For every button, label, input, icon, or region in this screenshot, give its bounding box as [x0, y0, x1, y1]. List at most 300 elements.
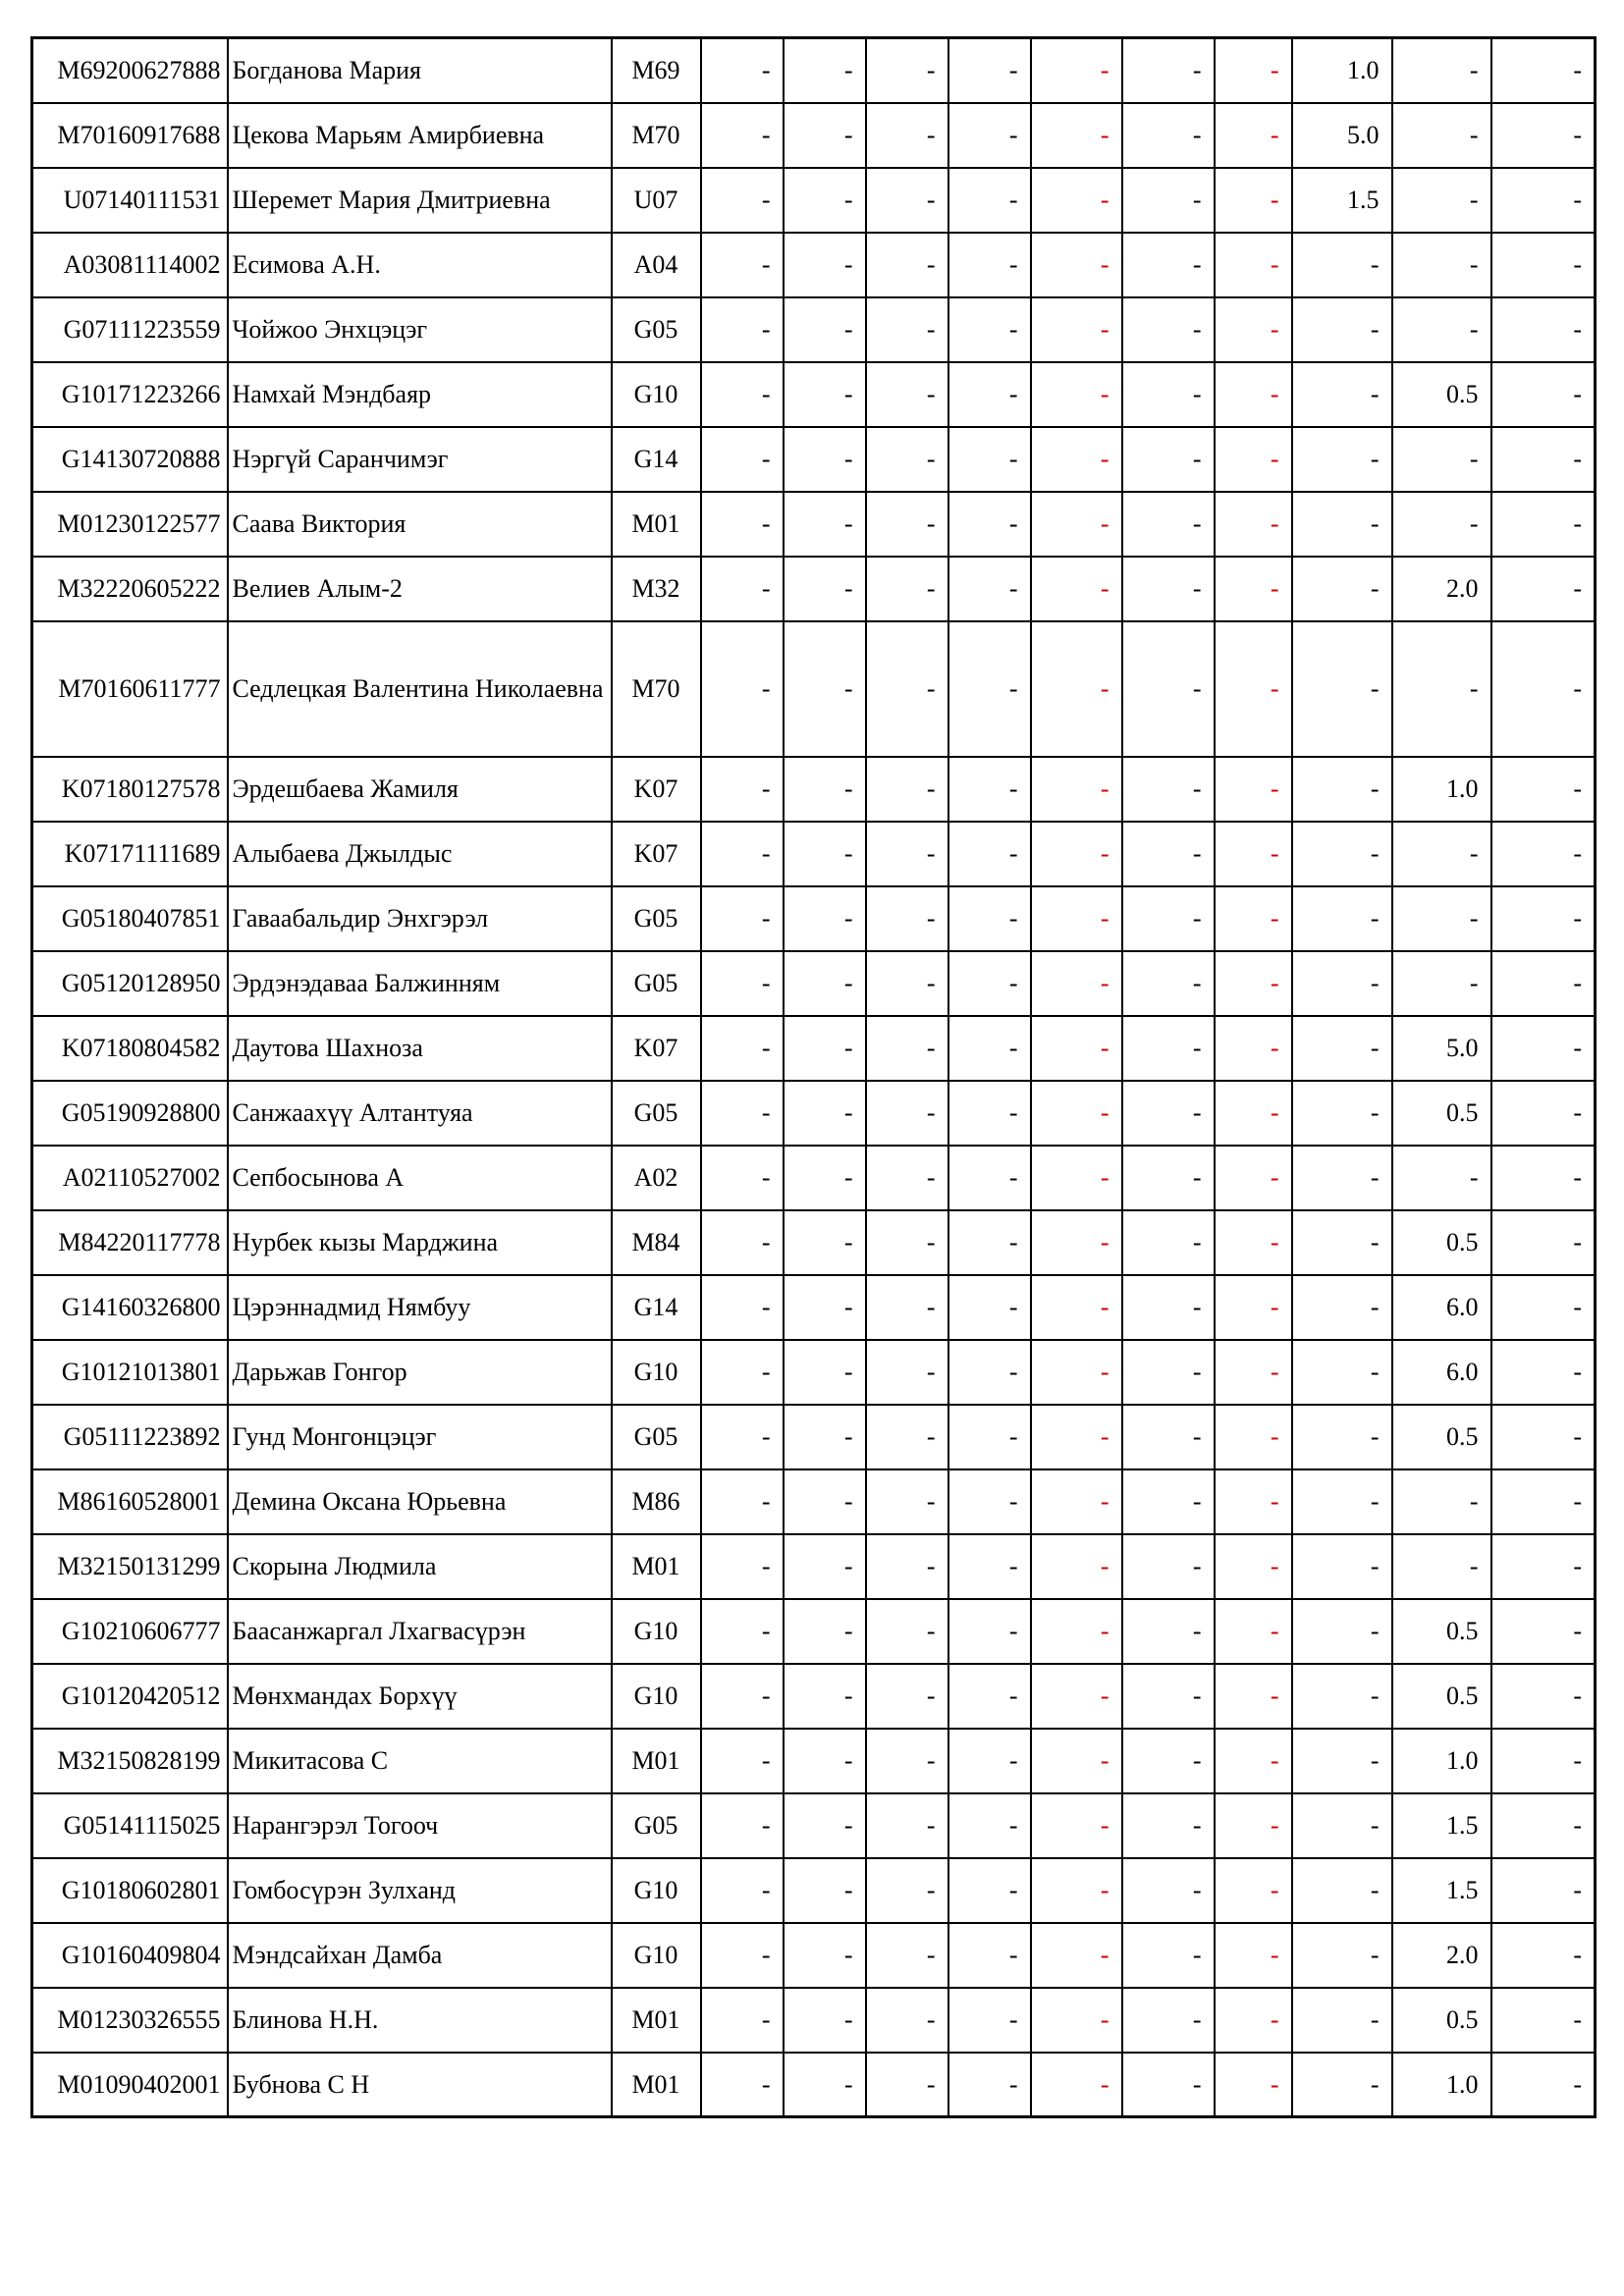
table-row — [32, 1340, 1596, 1405]
value-cell: - — [1215, 621, 1292, 757]
value-cell: - — [866, 1599, 948, 1664]
group-code-cell: G10 — [612, 1340, 701, 1405]
value-cell: - — [948, 1988, 1031, 2053]
group-code-cell: G10 — [612, 1599, 701, 1664]
value-cell: - — [1292, 1729, 1392, 1793]
value-cell: - — [1215, 492, 1292, 557]
value-cell: - — [866, 427, 948, 492]
value-cell: - — [701, 492, 784, 557]
participant-name-cell: Цекова Марьям Амирбиевна — [228, 103, 612, 168]
value-cell: - — [1491, 1469, 1596, 1534]
participant-name-cell: Эрдешбаева Жамиля — [228, 757, 612, 822]
value-cell: - — [948, 1664, 1031, 1729]
value-cell: - — [1031, 362, 1122, 427]
value-cell: - — [1215, 233, 1292, 297]
participant-id-cell: M32220605222 — [32, 557, 228, 621]
value-cell: - — [1491, 1729, 1596, 1793]
value-cell: - — [1215, 427, 1292, 492]
value-cell: - — [701, 362, 784, 427]
value-cell: - — [866, 886, 948, 951]
value-cell: - — [784, 297, 866, 362]
value-cell: - — [701, 1923, 784, 1988]
value-cell: - — [1215, 822, 1292, 886]
value-cell: - — [1031, 1923, 1122, 1988]
value-cell: - — [1031, 1729, 1122, 1793]
value-cell: - — [701, 1275, 784, 1340]
group-code-cell: G05 — [612, 951, 701, 1016]
value-cell: - — [1215, 1534, 1292, 1599]
value-cell: - — [948, 492, 1031, 557]
participant-id-cell: A03081114002 — [32, 233, 228, 297]
value-cell: 1.5 — [1392, 1858, 1491, 1923]
value-cell: - — [784, 1858, 866, 1923]
participant-name-cell: Нурбек кызы Марджина — [228, 1210, 612, 1275]
value-cell: 1.0 — [1392, 1729, 1491, 1793]
value-cell: - — [1122, 1793, 1215, 1858]
value-cell: - — [1122, 822, 1215, 886]
value-cell: - — [866, 1988, 948, 2053]
value-cell: - — [1491, 1923, 1596, 1988]
value-cell: - — [1215, 38, 1292, 103]
table-row — [32, 1146, 1596, 1210]
value-cell: - — [1292, 951, 1392, 1016]
value-cell: - — [1292, 427, 1392, 492]
value-cell: - — [1392, 427, 1491, 492]
value-cell: 0.5 — [1392, 362, 1491, 427]
value-cell: - — [1491, 951, 1596, 1016]
value-cell: - — [784, 621, 866, 757]
value-cell: - — [1215, 951, 1292, 1016]
value-cell: - — [866, 757, 948, 822]
value-cell: - — [1292, 1081, 1392, 1146]
value-cell: - — [1491, 1016, 1596, 1081]
value-cell: - — [784, 757, 866, 822]
value-cell: - — [1292, 1405, 1392, 1469]
participant-id-cell: K07171111689 — [32, 822, 228, 886]
value-cell: - — [948, 557, 1031, 621]
value-cell: - — [701, 1081, 784, 1146]
participant-name-cell: Богданова Мария — [228, 38, 612, 103]
value-cell: - — [1491, 168, 1596, 233]
value-cell: - — [1215, 1405, 1292, 1469]
value-cell: - — [701, 103, 784, 168]
value-cell: - — [866, 1275, 948, 1340]
value-cell: - — [866, 1081, 948, 1146]
value-cell: - — [701, 297, 784, 362]
value-cell: - — [948, 1210, 1031, 1275]
value-cell: - — [866, 1469, 948, 1534]
value-cell: - — [1122, 1340, 1215, 1405]
value-cell: 1.0 — [1292, 38, 1392, 103]
value-cell: - — [1031, 1081, 1122, 1146]
value-cell: - — [948, 1469, 1031, 1534]
group-code-cell: M32 — [612, 557, 701, 621]
participant-id-cell: M69200627888 — [32, 38, 228, 103]
value-cell: - — [1392, 1146, 1491, 1210]
value-cell: - — [1122, 1534, 1215, 1599]
value-cell: - — [866, 492, 948, 557]
value-cell: - — [701, 951, 784, 1016]
group-code-cell: G05 — [612, 297, 701, 362]
value-cell: - — [948, 757, 1031, 822]
results-table-page — [30, 36, 1594, 2118]
table-row — [32, 427, 1596, 492]
value-cell: - — [1031, 427, 1122, 492]
value-cell: - — [1031, 1210, 1122, 1275]
group-code-cell: G05 — [612, 886, 701, 951]
table-row — [32, 1405, 1596, 1469]
participant-id-cell: G14160326800 — [32, 1275, 228, 1340]
value-cell: - — [948, 103, 1031, 168]
group-code-cell: K07 — [612, 757, 701, 822]
group-code-cell: G10 — [612, 1664, 701, 1729]
value-cell: - — [1215, 1210, 1292, 1275]
value-cell: - — [948, 38, 1031, 103]
value-cell: - — [784, 1729, 866, 1793]
value-cell: - — [1491, 1340, 1596, 1405]
value-cell: - — [1215, 1988, 1292, 2053]
value-cell: - — [701, 168, 784, 233]
group-code-cell: G10 — [612, 362, 701, 427]
participant-name-cell: Скорына Людмила — [228, 1534, 612, 1599]
participant-id-cell: G10160409804 — [32, 1923, 228, 1988]
participant-id-cell: G10171223266 — [32, 362, 228, 427]
table-row — [32, 1016, 1596, 1081]
value-cell: - — [1292, 1340, 1392, 1405]
value-cell: - — [1491, 1081, 1596, 1146]
value-cell: - — [1392, 38, 1491, 103]
table-row — [32, 1275, 1596, 1340]
value-cell: - — [1122, 1988, 1215, 2053]
table-row — [32, 233, 1596, 297]
value-cell: - — [784, 233, 866, 297]
table-row — [32, 1729, 1596, 1793]
participant-name-cell: Блинова Н.Н. — [228, 1988, 612, 2053]
value-cell: - — [1122, 757, 1215, 822]
value-cell: - — [866, 1664, 948, 1729]
value-cell: - — [1215, 168, 1292, 233]
value-cell: - — [784, 1923, 866, 1988]
value-cell: 5.0 — [1292, 103, 1392, 168]
value-cell: - — [701, 557, 784, 621]
value-cell: - — [866, 822, 948, 886]
value-cell: - — [701, 1988, 784, 2053]
value-cell: 0.5 — [1392, 1664, 1491, 1729]
value-cell: - — [1215, 1340, 1292, 1405]
value-cell: - — [1031, 1016, 1122, 1081]
value-cell: 1.5 — [1292, 168, 1392, 233]
value-cell: - — [701, 2053, 784, 2117]
value-cell: - — [1292, 1146, 1392, 1210]
value-cell: - — [1215, 1599, 1292, 1664]
value-cell: - — [1122, 38, 1215, 103]
value-cell: - — [1215, 886, 1292, 951]
participant-id-cell: M70160917688 — [32, 103, 228, 168]
value-cell: 2.0 — [1392, 1923, 1491, 1988]
value-cell: - — [1215, 1275, 1292, 1340]
value-cell: - — [1122, 1405, 1215, 1469]
value-cell: - — [1491, 1275, 1596, 1340]
participant-name-cell: Гаваабальдир Энхгэрэл — [228, 886, 612, 951]
value-cell: - — [1292, 1793, 1392, 1858]
participant-name-cell: Велиев Алым-2 — [228, 557, 612, 621]
value-cell: - — [1122, 1146, 1215, 1210]
value-cell: - — [1392, 297, 1491, 362]
group-code-cell: M84 — [612, 1210, 701, 1275]
value-cell: - — [1215, 297, 1292, 362]
value-cell: - — [1491, 233, 1596, 297]
value-cell: - — [1215, 2053, 1292, 2117]
value-cell: - — [784, 2053, 866, 2117]
value-cell: - — [1122, 1275, 1215, 1340]
group-code-cell: M01 — [612, 492, 701, 557]
value-cell: - — [701, 1858, 784, 1923]
value-cell: - — [1122, 1599, 1215, 1664]
table-row — [32, 1469, 1596, 1534]
value-cell: - — [1031, 757, 1122, 822]
table-row — [32, 1210, 1596, 1275]
table-row — [32, 1664, 1596, 1729]
group-code-cell: M01 — [612, 1729, 701, 1793]
value-cell: - — [1122, 1469, 1215, 1534]
participant-id-cell: G05120128950 — [32, 951, 228, 1016]
value-cell: - — [1292, 233, 1392, 297]
value-cell: - — [784, 38, 866, 103]
value-cell: - — [701, 38, 784, 103]
value-cell: - — [866, 557, 948, 621]
value-cell: - — [1122, 1858, 1215, 1923]
participant-id-cell: G07111223559 — [32, 297, 228, 362]
value-cell: - — [784, 1275, 866, 1340]
value-cell: - — [701, 1469, 784, 1534]
value-cell: - — [948, 427, 1031, 492]
group-code-cell: G14 — [612, 427, 701, 492]
participant-id-cell: U07140111531 — [32, 168, 228, 233]
value-cell: - — [1031, 1340, 1122, 1405]
group-code-cell: M70 — [612, 621, 701, 757]
value-cell: - — [1392, 886, 1491, 951]
value-cell: - — [1292, 757, 1392, 822]
value-cell: - — [1122, 2053, 1215, 2117]
value-cell: 1.0 — [1392, 757, 1491, 822]
value-cell: - — [1215, 1858, 1292, 1923]
group-code-cell: M86 — [612, 1469, 701, 1534]
value-cell: - — [1491, 1858, 1596, 1923]
value-cell: - — [1215, 1923, 1292, 1988]
participant-name-cell: Гунд Монгонцэцэг — [228, 1405, 612, 1469]
participant-id-cell: M70160611777 — [32, 621, 228, 757]
value-cell: - — [866, 1210, 948, 1275]
participant-name-cell: Седлецкая Валентина Николаевна — [228, 621, 612, 757]
value-cell: - — [948, 1081, 1031, 1146]
value-cell: - — [866, 621, 948, 757]
value-cell: - — [1031, 1469, 1122, 1534]
value-cell: - — [948, 1275, 1031, 1340]
participant-id-cell: K07180804582 — [32, 1016, 228, 1081]
value-cell: - — [866, 1858, 948, 1923]
value-cell: - — [1122, 492, 1215, 557]
group-code-cell: M01 — [612, 2053, 701, 2117]
value-cell: - — [1122, 1016, 1215, 1081]
value-cell: - — [1491, 886, 1596, 951]
value-cell: - — [948, 621, 1031, 757]
value-cell: - — [1392, 1534, 1491, 1599]
value-cell: - — [784, 1405, 866, 1469]
value-cell: - — [784, 557, 866, 621]
value-cell: - — [1292, 621, 1392, 757]
value-cell: - — [1491, 757, 1596, 822]
results-table — [30, 36, 1597, 2118]
value-cell: - — [1031, 1275, 1122, 1340]
value-cell: - — [1392, 103, 1491, 168]
value-cell: - — [948, 168, 1031, 233]
value-cell: - — [1031, 621, 1122, 757]
value-cell: - — [1031, 2053, 1122, 2117]
table-row — [32, 1793, 1596, 1858]
value-cell: - — [948, 1858, 1031, 1923]
value-cell: - — [784, 1534, 866, 1599]
value-cell: - — [1292, 1664, 1392, 1729]
value-cell: - — [1031, 297, 1122, 362]
value-cell: - — [948, 362, 1031, 427]
group-code-cell: G10 — [612, 1923, 701, 1988]
value-cell: - — [784, 1599, 866, 1664]
participant-id-cell: G10121013801 — [32, 1340, 228, 1405]
value-cell: - — [1491, 103, 1596, 168]
value-cell: - — [1292, 886, 1392, 951]
value-cell: - — [1491, 557, 1596, 621]
value-cell: - — [1292, 557, 1392, 621]
value-cell: - — [1392, 168, 1491, 233]
value-cell: - — [784, 1081, 866, 1146]
participant-name-cell: Демина Оксана Юрьевна — [228, 1469, 612, 1534]
value-cell: - — [1392, 951, 1491, 1016]
value-cell: - — [1491, 621, 1596, 757]
table-row — [32, 492, 1596, 557]
group-code-cell: A04 — [612, 233, 701, 297]
participant-name-cell: Шеремет Мария Дмитриевна — [228, 168, 612, 233]
value-cell: - — [1491, 492, 1596, 557]
value-cell: - — [1491, 362, 1596, 427]
value-cell: - — [701, 1664, 784, 1729]
participant-id-cell: G05190928800 — [32, 1081, 228, 1146]
value-cell: - — [1122, 557, 1215, 621]
participant-name-cell: Саава Виктория — [228, 492, 612, 557]
value-cell: - — [1215, 1469, 1292, 1534]
group-code-cell: A02 — [612, 1146, 701, 1210]
value-cell: - — [1031, 1664, 1122, 1729]
participant-id-cell: M84220117778 — [32, 1210, 228, 1275]
value-cell: - — [1215, 1146, 1292, 1210]
value-cell: - — [784, 1210, 866, 1275]
participant-name-cell: Дарьжав Гонгор — [228, 1340, 612, 1405]
table-row — [32, 822, 1596, 886]
value-cell: - — [1215, 1793, 1292, 1858]
table-row — [32, 2053, 1596, 2117]
value-cell: - — [1292, 1469, 1392, 1534]
value-cell: - — [948, 1405, 1031, 1469]
value-cell: - — [866, 1793, 948, 1858]
value-cell: - — [784, 492, 866, 557]
value-cell: - — [784, 1469, 866, 1534]
participant-name-cell: Даутова Шахноза — [228, 1016, 612, 1081]
table-row — [32, 1599, 1596, 1664]
value-cell: - — [948, 1793, 1031, 1858]
value-cell: - — [701, 1729, 784, 1793]
table-row — [32, 1858, 1596, 1923]
participant-id-cell: G10120420512 — [32, 1664, 228, 1729]
group-code-cell: K07 — [612, 1016, 701, 1081]
value-cell: - — [866, 1923, 948, 1988]
value-cell: - — [1122, 621, 1215, 757]
value-cell: - — [1031, 233, 1122, 297]
value-cell: - — [866, 38, 948, 103]
value-cell: - — [1031, 492, 1122, 557]
table-row — [32, 886, 1596, 951]
table-row — [32, 362, 1596, 427]
group-code-cell: M70 — [612, 103, 701, 168]
table-row — [32, 1081, 1596, 1146]
value-cell: - — [1292, 1599, 1392, 1664]
value-cell: - — [866, 362, 948, 427]
value-cell: - — [866, 168, 948, 233]
participant-name-cell: Санжаахүү Алтантуяа — [228, 1081, 612, 1146]
group-code-cell: K07 — [612, 822, 701, 886]
value-cell: - — [1491, 1988, 1596, 2053]
participant-id-cell: M86160528001 — [32, 1469, 228, 1534]
value-cell: - — [866, 951, 948, 1016]
value-cell: - — [948, 297, 1031, 362]
value-cell: - — [1122, 427, 1215, 492]
value-cell: - — [948, 822, 1031, 886]
value-cell: - — [948, 1729, 1031, 1793]
value-cell: - — [784, 1340, 866, 1405]
value-cell: - — [1292, 1534, 1392, 1599]
value-cell: 0.5 — [1392, 1210, 1491, 1275]
table-row — [32, 1988, 1596, 2053]
value-cell: 6.0 — [1392, 1340, 1491, 1405]
value-cell: - — [1122, 168, 1215, 233]
value-cell: - — [1031, 1793, 1122, 1858]
value-cell: - — [1292, 492, 1392, 557]
participant-name-cell: Чойжоо Энхцэцэг — [228, 297, 612, 362]
participant-id-cell: A02110527002 — [32, 1146, 228, 1210]
value-cell: - — [1122, 1081, 1215, 1146]
value-cell: - — [1031, 1988, 1122, 2053]
value-cell: - — [1122, 297, 1215, 362]
value-cell: - — [701, 621, 784, 757]
value-cell: - — [1491, 2053, 1596, 2117]
value-cell: - — [1491, 1664, 1596, 1729]
value-cell: - — [784, 168, 866, 233]
group-code-cell: M01 — [612, 1534, 701, 1599]
group-code-cell: M01 — [612, 1988, 701, 2053]
value-cell: - — [866, 1146, 948, 1210]
value-cell: - — [1292, 1210, 1392, 1275]
participant-id-cell: G05180407851 — [32, 886, 228, 951]
value-cell: - — [784, 1146, 866, 1210]
value-cell: - — [1122, 1664, 1215, 1729]
value-cell: - — [1215, 1729, 1292, 1793]
participant-id-cell: G05141115025 — [32, 1793, 228, 1858]
value-cell: - — [866, 233, 948, 297]
participant-name-cell: Бубнова С Н — [228, 2053, 612, 2117]
value-cell: - — [1031, 1405, 1122, 1469]
value-cell: - — [784, 362, 866, 427]
value-cell: - — [1031, 1534, 1122, 1599]
value-cell: - — [784, 103, 866, 168]
value-cell: - — [1031, 557, 1122, 621]
